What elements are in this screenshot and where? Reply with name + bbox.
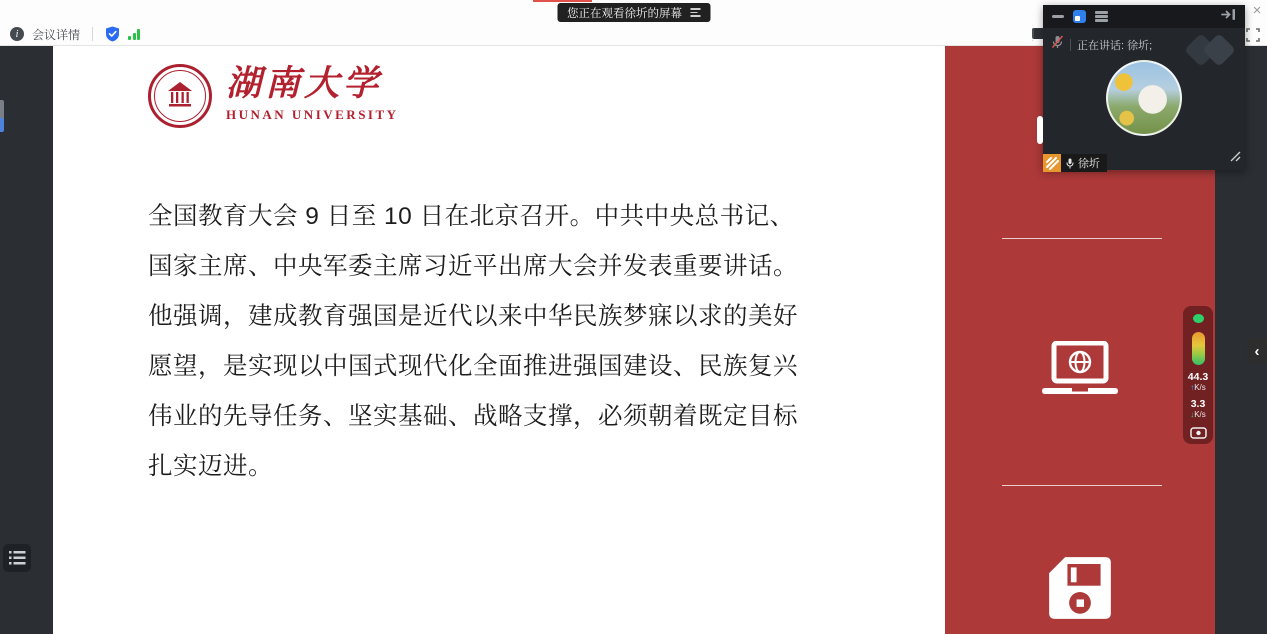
paragraph-line: 伟业的先导任务、坚实基础、战略支撑，必须朝着既定目标 <box>148 403 798 430</box>
meeting-info-group <box>10 22 140 46</box>
status-divider <box>1070 39 1071 51</box>
participant-avatar <box>1106 60 1182 136</box>
network-level-gauge <box>1192 332 1205 365</box>
mic-icon <box>1066 158 1074 169</box>
paragraph-line: 国家主席、中央军委主席习近平出席大会并发表重要讲话。 <box>148 253 798 280</box>
meeting-details-label[interactable]: 会议详情 <box>32 27 81 42</box>
status-dot-green <box>1193 314 1204 323</box>
share-banner-text: 您正在观看徐圻的屏幕 <box>567 7 682 20</box>
save-floppy-icon <box>1048 556 1112 625</box>
share-banner-menu-icon[interactable] <box>690 8 700 17</box>
sidebar-divider <box>1002 238 1162 239</box>
resize-handle[interactable] <box>1227 148 1241 167</box>
sidebar-divider <box>1002 485 1162 486</box>
network-monitor-widget[interactable] <box>1183 306 1213 444</box>
screen-share-indicator-line <box>533 0 592 2</box>
screen-share-badge-icon <box>1043 154 1061 172</box>
minimize-icon[interactable] <box>1052 15 1064 18</box>
laptop-globe-icon <box>1041 341 1119 404</box>
name-chip <box>1061 154 1107 172</box>
participant-video-panel[interactable] <box>1043 5 1245 170</box>
university-name-en: HUNAN UNIVERSITY <box>226 107 399 122</box>
university-seal-icon <box>148 64 212 128</box>
paragraph-line: 愿望，是实现以中国式现代化全面推进强国建设、民族复兴 <box>148 353 798 380</box>
download-speed-unit: ↓K/s <box>1190 410 1206 419</box>
panel-collapse-tab[interactable] <box>1247 338 1267 364</box>
panel-drag-grip[interactable] <box>1037 116 1043 144</box>
list-view-icon[interactable] <box>1095 11 1108 22</box>
scroll-indicator-top[interactable] <box>0 100 4 118</box>
video-view-icon[interactable] <box>1073 10 1086 23</box>
upload-speed-unit: ↑K/s <box>1190 383 1206 392</box>
share-banner[interactable] <box>557 3 710 22</box>
outline-list-button[interactable] <box>3 544 31 572</box>
university-name-cn: 湖南大学 <box>226 63 383 104</box>
chevron-left-icon: ‹ <box>1254 342 1260 360</box>
paragraph-line: 全国教育大会 9 日至 10 日在北京召开。中共中央总书记、 <box>148 203 795 230</box>
upload-speed-value: 44.3 <box>1187 371 1209 383</box>
close-icon[interactable]: × <box>1252 2 1262 19</box>
paragraph-line: 扎实迈进。 <box>148 453 273 480</box>
fullscreen-brackets-icon[interactable] <box>1246 28 1260 42</box>
toolbar-divider <box>92 27 93 41</box>
scroll-indicator-active[interactable] <box>0 118 4 132</box>
screenshot-camera-icon[interactable] <box>1190 426 1207 444</box>
paragraph-line: 他强调，建成教育强国是近代以来中华民族梦寐以求的美好 <box>148 303 798 330</box>
shared-document <box>53 46 945 634</box>
info-icon[interactable]: i <box>10 27 24 41</box>
security-shield-icon[interactable] <box>105 26 120 42</box>
speaking-label: 正在讲话: 徐圻; <box>1077 39 1153 52</box>
participant-name: 徐圻 <box>1078 158 1100 170</box>
video-panel-header <box>1043 5 1245 28</box>
popout-panel-icon[interactable] <box>1221 8 1236 26</box>
app-logo-watermark <box>1189 33 1237 67</box>
participant-name-badge <box>1043 154 1107 172</box>
university-name-block <box>226 64 399 123</box>
document-paragraph <box>148 192 848 492</box>
network-signal-icon[interactable] <box>128 29 140 40</box>
mic-muted-icon <box>1051 35 1064 54</box>
bulleted-list-icon <box>9 551 26 565</box>
university-logo <box>148 64 399 128</box>
download-speed-value: 3.3 <box>1190 398 1206 410</box>
